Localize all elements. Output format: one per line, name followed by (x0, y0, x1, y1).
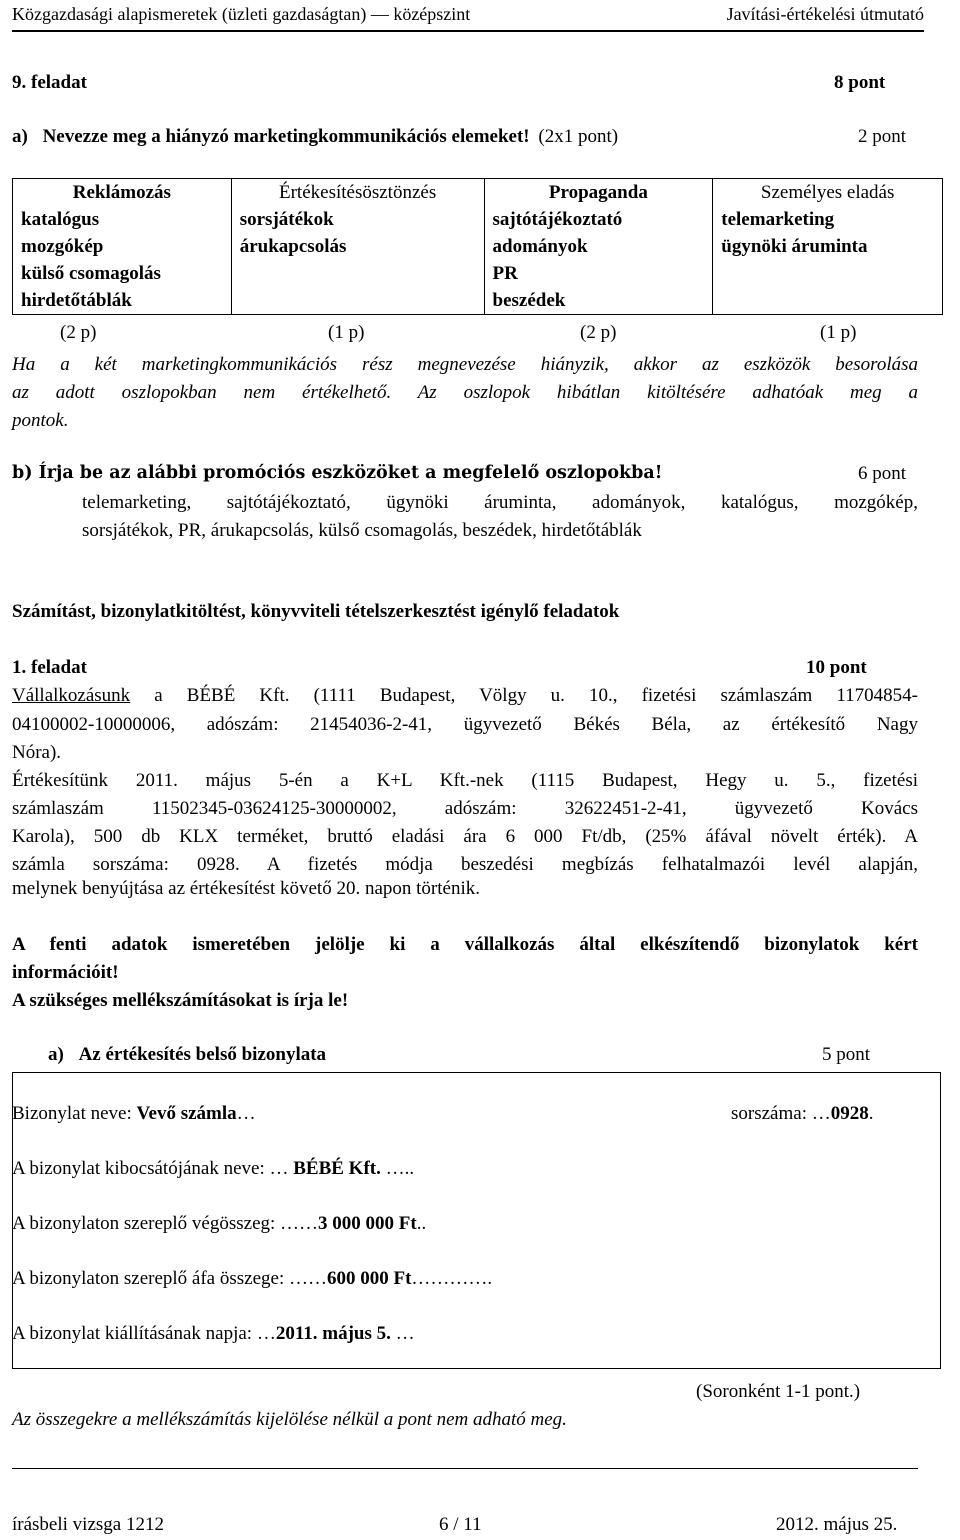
table-cell: sajtótájékoztató (484, 206, 713, 233)
task9-a-text: Nevezze meg a hiányzó marketingkommunikációs elemeket! (42, 126, 530, 147)
doc-serial-label: sorszáma: … (731, 1103, 831, 1124)
task1-a-title: Az értékesítés belső bizonylata (78, 1044, 327, 1065)
doc-issuer-label: A bizonylat kibocsátójának neve: … (12, 1158, 294, 1179)
task1-title: 1. feladat (12, 657, 87, 678)
footer-left: írásbeli vizsga 1212 (12, 1514, 164, 1535)
doc-name-value: Vevő számla (136, 1103, 237, 1124)
table-header-row (13, 179, 943, 207)
doc-total-label: A bizonylaton szereplő végösszeg: …… (12, 1213, 319, 1234)
footnote: Az összegekre a mellékszámítás kijelölése nélkül a pont nem adható meg. (12, 1409, 567, 1430)
task1-points: 10 pont (806, 657, 867, 678)
section-title: Számítást, bizonylatkitöltést, könyvviteli tételszerkesztést igénylő feladatok (12, 601, 620, 622)
row-points-note: (Soronként 1-1 pont.) (696, 1381, 861, 1402)
task1-paragraph2-line: melynek benyújtása az értékesítést követő 20. napon történik. (12, 878, 480, 899)
doc-vat-value: 600 000 Ft (326, 1268, 412, 1289)
task9-title: 9. feladat (12, 72, 87, 93)
doc-date-row (12, 1323, 918, 1345)
task1-a-points: 5 pont (822, 1044, 871, 1065)
column-points: (1 p) (820, 322, 857, 343)
doc-date-label: A bizonylat kiállításának napja: … (12, 1323, 276, 1344)
footer-date: 2012. május 25. (776, 1514, 898, 1535)
task9-b-points: 6 pont (858, 463, 907, 484)
task1-instruction-line: A szükséges mellékszámításokat is írja le! (12, 990, 349, 1011)
doc-total-trail: .. (416, 1213, 427, 1234)
table-header-cell: Propaganda (484, 179, 713, 207)
task1-first-word: Vállalkozásunk (12, 685, 131, 706)
task1-a-label: a) (48, 1044, 64, 1065)
table-cell: árukapcsolás (231, 233, 484, 260)
table-header-cell: Reklámozás (13, 179, 232, 207)
doc-issuer-value: BÉBÉ Kft. (293, 1158, 381, 1179)
doc-name-trail: … (236, 1103, 256, 1124)
doc-total-value: 3 000 000 Ft (318, 1213, 417, 1234)
doc-serial-value: 0928 (830, 1103, 869, 1124)
doc-name-label: Bizonylat neve: (12, 1103, 137, 1124)
column-points: (2 p) (580, 322, 617, 343)
table-cell (231, 260, 484, 287)
task1-paragraph2-line: számla sorszáma: 0928. A fizetés módja beszedési megbízás felhatalmazói levél alapján, (12, 854, 918, 875)
table-row (13, 287, 943, 315)
task1-first-rest: a BÉBÉ Kft. (1111 Budapest, Völgy u. 10., fizetési számlaszám 11704854- (130, 685, 918, 706)
task9-a-label: a) (12, 126, 28, 147)
header-subtitle: Javítási-értékelési útmutató (726, 4, 924, 24)
task1-paragraph1-line: 04100002-10000006, adószám: 21454036-2-41, ügyvezető Békés Béla, az értékesítő Nagy (12, 714, 918, 735)
table-header-cell: Értékesítésösztönzés (231, 179, 484, 207)
doc-date-trail: … (390, 1323, 415, 1344)
task9-note-line: az adott oszlopokban nem értékelhető. Az oszlopok hibátlan kitöltésére adhatóak meg a (12, 382, 918, 403)
table-header-cell: Személyes eladás (713, 179, 943, 207)
table-cell: hirdetőtáblák (13, 287, 232, 315)
task1-paragraph2-line: Karola), 500 db KLX terméket, bruttó eladási ára 6 000 Ft/db, (25% áfával növelt érték). A (12, 826, 918, 847)
header-title: Közgazdasági alapismeretek (üzleti gazdaságtan) — középszint (12, 4, 471, 24)
table-row (13, 206, 943, 233)
table-cell (713, 260, 943, 287)
page-header (12, 2, 924, 32)
table-cell: katalógus (13, 206, 232, 233)
table-cell: sorsjátékok (231, 206, 484, 233)
doc-date-value: 2011. május 5. (275, 1323, 391, 1344)
table-cell: telemarketing (713, 206, 943, 233)
table-row (13, 233, 943, 260)
task1-paragraph1-line: Nóra). (12, 742, 62, 763)
doc-vat-trail: …………. (411, 1268, 493, 1289)
doc-total-row (12, 1213, 918, 1235)
table-cell (231, 287, 484, 315)
task9-b-line: telemarketing, sajtótájékoztató, ügynöki áruminta, adományok, katalógus, mozgókép, (82, 492, 918, 513)
column-points: (1 p) (328, 322, 365, 343)
doc-issuer-row (12, 1158, 918, 1180)
doc-issuer-trail: ….. (380, 1158, 415, 1179)
task1-instruction-line: információit! (12, 962, 119, 983)
task9-b-line: sorsjátékok, PR, árukapcsolás, külső csomagolás, beszédek, hirdetőtáblák (82, 520, 642, 541)
task9-a-note: (2x1 pont) (538, 126, 619, 147)
task1-paragraph2-line: számlaszám 11502345-03624125-30000002, adószám: 32622451-2-41, ügyvezető Kovács (12, 798, 918, 819)
task1-a-heading (48, 1044, 954, 1066)
table-cell: külső csomagolás (13, 260, 232, 287)
task9-a-points: 2 pont (858, 126, 907, 147)
task9-note-line: Ha a két marketingkommunikációs rész megnevezése hiányzik, akkor az eszközök besorolása (12, 354, 918, 375)
footer-divider (12, 1468, 918, 1469)
marketing-table (12, 178, 943, 315)
task9-points: 8 pont (834, 72, 886, 93)
doc-serial-trail: . (868, 1103, 874, 1124)
table-cell: PR (484, 260, 713, 287)
task9-note-line: pontok. (12, 410, 69, 431)
doc-serial-row (731, 1103, 873, 1125)
doc-vat-row (12, 1268, 918, 1290)
task1-paragraph1-line (12, 685, 918, 707)
table-cell: mozgókép (13, 233, 232, 260)
table-cell: ügynöki áruminta (713, 233, 943, 260)
table-row (13, 260, 943, 287)
task9-b-question: b) Írja be az alábbi promóciós eszközöket a megfelelő oszlopokba! (12, 463, 663, 483)
task1-paragraph2-line: Értékesítünk 2011. május 5-én a K+L Kft.-nek (1115 Budapest, Hegy u. 5., fizetési (12, 770, 918, 791)
doc-vat-label: A bizonylaton szereplő áfa összege: …… (12, 1268, 327, 1289)
column-points: (2 p) (60, 322, 97, 343)
table-cell: adományok (484, 233, 713, 260)
task9-a-question (12, 126, 918, 148)
task1-instruction-line: A fenti adatok ismeretében jelölje ki a vállalkozás által elkészítendő bizonylatok kért (12, 934, 918, 955)
table-cell (713, 287, 943, 315)
table-cell: beszédek (484, 287, 713, 315)
footer-page-number: 6 / 11 (439, 1514, 482, 1535)
